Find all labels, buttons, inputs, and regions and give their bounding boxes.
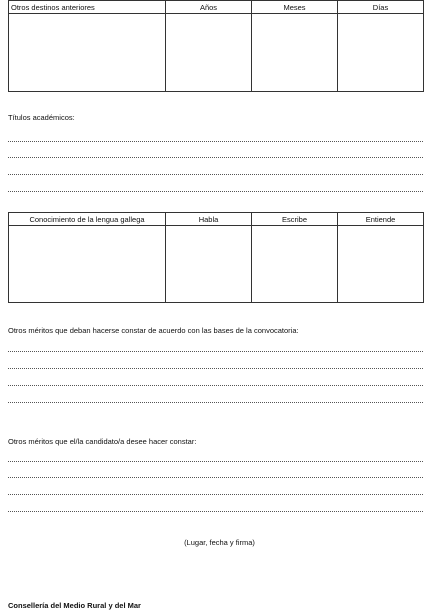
- column-header-entiende: Entiende: [338, 213, 424, 226]
- entiende-cell[interactable]: [338, 226, 424, 303]
- column-header-dias: Días: [338, 1, 424, 14]
- titulos-line-3[interactable]: [8, 174, 423, 175]
- column-header-conocimiento: Conocimiento de la lengua gallega: [9, 213, 166, 226]
- destinos-cell[interactable]: [9, 14, 166, 92]
- galician-language-table: [8, 212, 424, 303]
- titulos-academicos-label: Títulos académicos:: [8, 113, 75, 122]
- meritos-bases-line-3[interactable]: [8, 385, 423, 386]
- previous-postings-table: [8, 0, 424, 92]
- meritos-candidato-line-1[interactable]: [8, 461, 423, 462]
- meritos-bases-line-2[interactable]: [8, 368, 423, 369]
- meritos-candidato-line-2[interactable]: [8, 477, 423, 478]
- titulos-line-4[interactable]: [8, 191, 423, 192]
- signature-caption: (Lugar, fecha y firma): [184, 538, 255, 547]
- meritos-candidato-line-4[interactable]: [8, 511, 423, 512]
- table-row: [9, 14, 424, 92]
- meritos-candidato-label: Otros méritos que el/la candidato/a desee hacer constar:: [8, 437, 197, 446]
- column-header-habla: Habla: [166, 213, 252, 226]
- meritos-bases-line-4[interactable]: [8, 402, 423, 403]
- column-header-destinos: Otros destinos anteriores: [9, 1, 166, 14]
- footer-department: Consellería del Medio Rural y del Mar: [8, 601, 141, 610]
- dias-cell[interactable]: [338, 14, 424, 92]
- table-header-row: [9, 1, 424, 14]
- meses-cell[interactable]: [252, 14, 338, 92]
- column-header-meses: Meses: [252, 1, 338, 14]
- anos-cell[interactable]: [166, 14, 252, 92]
- titulos-line-1[interactable]: [8, 141, 423, 142]
- column-header-escribe: Escribe: [252, 213, 338, 226]
- habla-cell[interactable]: [166, 226, 252, 303]
- escribe-cell[interactable]: [252, 226, 338, 303]
- meritos-bases-label: Otros méritos que deban hacerse constar de acuerdo con las bases de la convocatoria:: [8, 326, 299, 335]
- table-header-row: [9, 213, 424, 226]
- titulos-line-2[interactable]: [8, 157, 423, 158]
- meritos-bases-line-1[interactable]: [8, 351, 423, 352]
- column-header-anos: Años: [166, 1, 252, 14]
- table-row: [9, 226, 424, 303]
- conocimiento-cell[interactable]: [9, 226, 166, 303]
- meritos-candidato-line-3[interactable]: [8, 494, 423, 495]
